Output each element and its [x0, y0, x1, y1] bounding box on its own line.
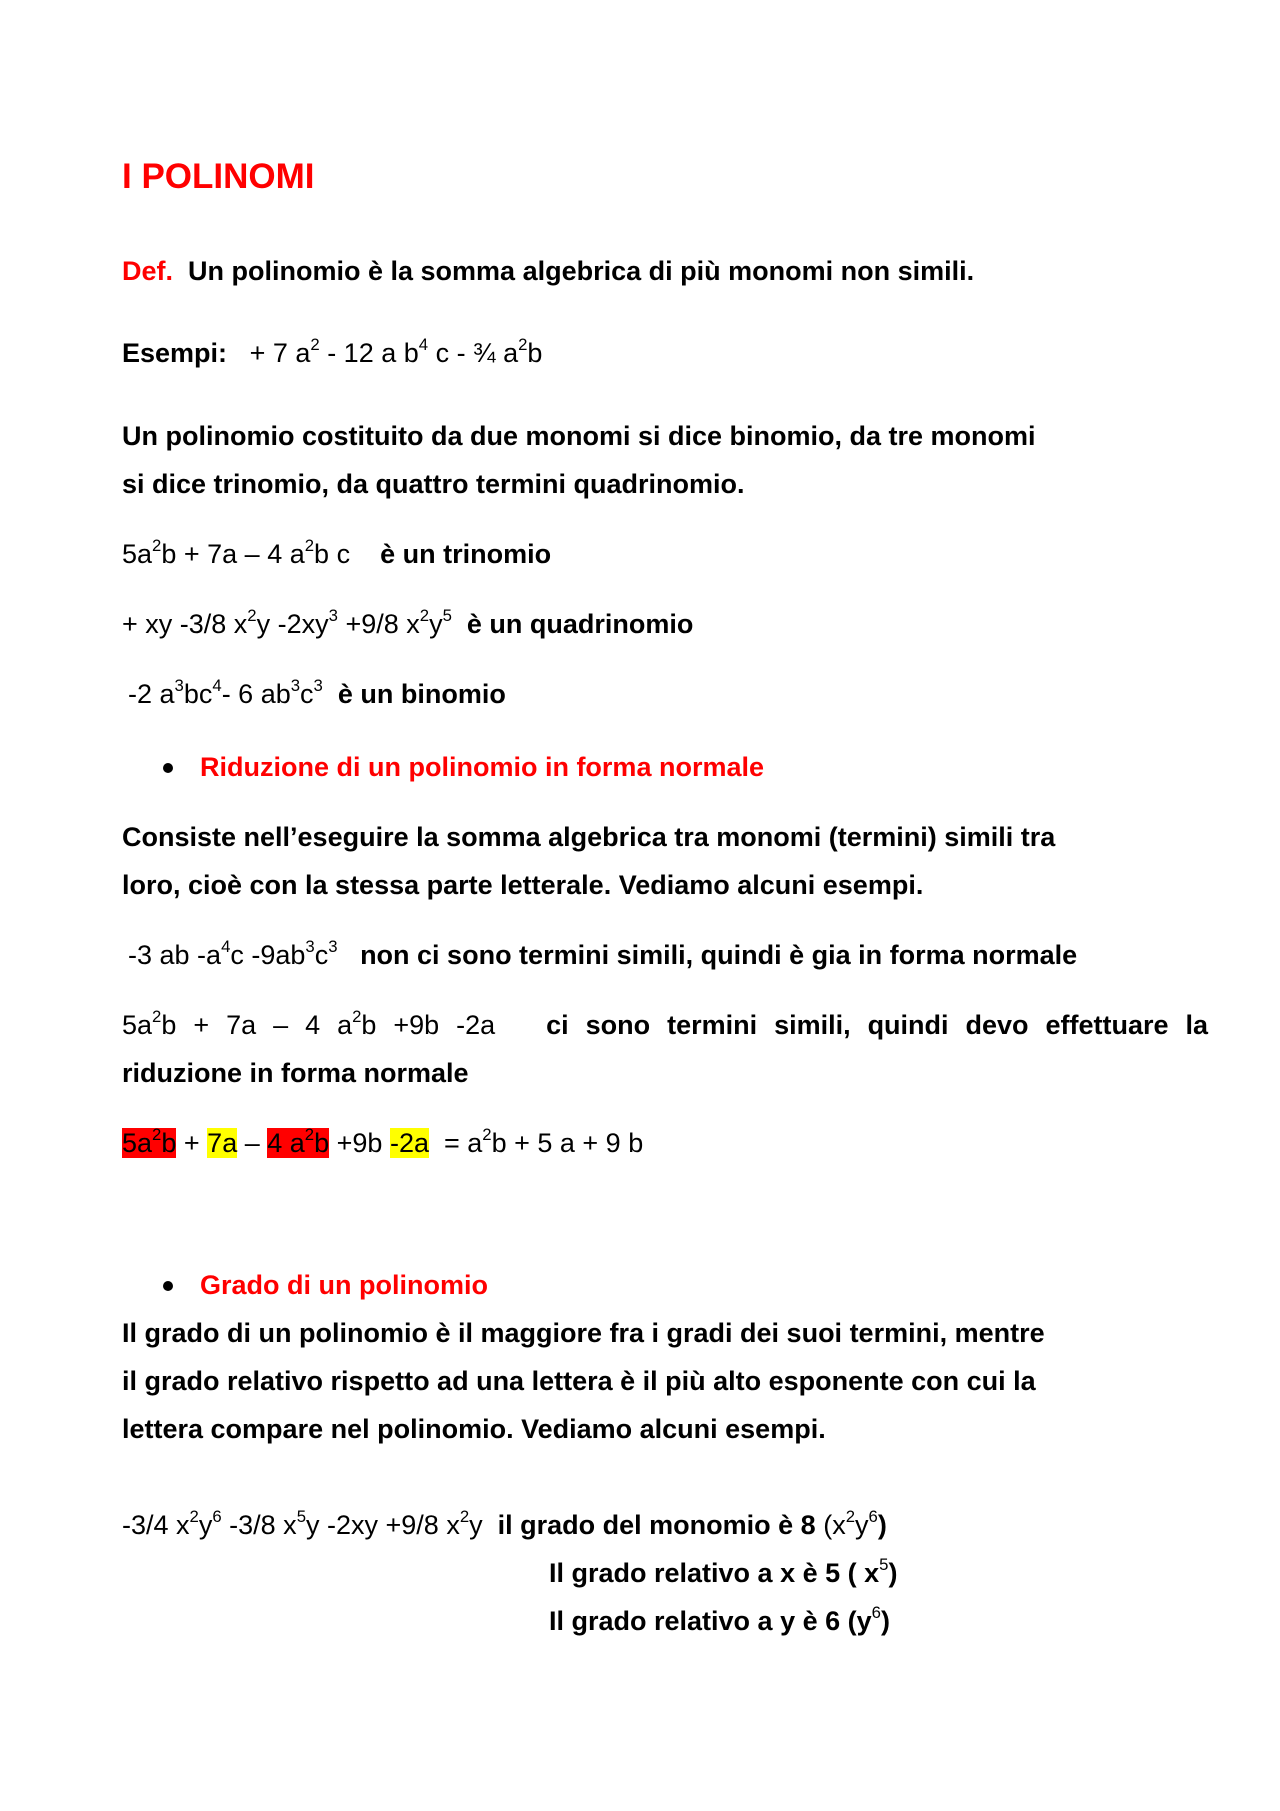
grado-relativo-y — [549, 1604, 890, 1638]
exponent: 3 — [328, 605, 338, 625]
example-result — [122, 1126, 643, 1160]
expr-part: 5a — [122, 1128, 153, 1158]
example-grado — [122, 1508, 887, 1542]
exponent: 2 — [304, 1124, 315, 1144]
expr-part: + xy -3/8 x — [122, 609, 248, 639]
riduzione-line-1: Consiste nell’eseguire la somma algebrica tra monomi (termini) simili tra — [122, 822, 1056, 852]
intro-line-2: si dice trinomio, da quattro termini quadrinomio. — [122, 469, 745, 499]
exponent: 3 — [290, 675, 301, 695]
example-note: ci sono termini simili, quindi devo effettuare la — [546, 1010, 1209, 1040]
expr-part: +9/8 x — [337, 609, 420, 639]
grado-note: Il grado relativo a x è 5 — [549, 1558, 841, 1588]
expr-part: b — [161, 1128, 177, 1158]
exponent: 2 — [459, 1506, 470, 1526]
exponent: 2 — [304, 535, 315, 555]
grado-line-1: Il grado di un polinomio è il maggiore fra i gradi dei suoi termini, mentre — [122, 1318, 1045, 1348]
expr-part: c -9ab — [230, 940, 306, 970]
example-binomio — [128, 677, 506, 711]
exponent: 2 — [152, 1124, 162, 1144]
highlight-term: -2a — [389, 1128, 429, 1158]
grado-note: Il grado relativo a y è 6 — [549, 1606, 841, 1636]
expr-part: b +9b -2a — [361, 1010, 496, 1040]
example-quadrinomio — [122, 607, 693, 641]
expr-part: -2 a — [128, 679, 175, 709]
exponent: 5 — [879, 1554, 889, 1574]
grado-relativo-x — [549, 1556, 897, 1590]
exponent: 4 — [212, 675, 222, 695]
exponent: 6 — [212, 1506, 222, 1526]
expr-part: ) — [880, 1606, 890, 1636]
expr-part: - 6 ab — [221, 679, 291, 709]
grado-line-3: lettera compare nel polinomio. Vediamo alcuni esempi. — [122, 1414, 826, 1444]
exponent: 3 — [305, 936, 315, 956]
expr-part: c — [314, 940, 329, 970]
expr-part: c - ¾ a — [428, 338, 519, 368]
expr-part: ) — [877, 1510, 887, 1540]
expr-part: bc — [183, 679, 213, 709]
expr-part: +9b — [329, 1128, 390, 1158]
highlight-term — [267, 1124, 330, 1158]
example-note: non ci sono termini simili, quindi è gia in forma normale — [360, 940, 1078, 970]
exponent: 2 — [189, 1506, 199, 1526]
example-note: è un quadrinomio — [466, 609, 694, 639]
expr-part: - 12 a b — [319, 338, 419, 368]
expr-part: 5a — [122, 539, 153, 569]
exponent: 4 — [418, 334, 429, 354]
section-heading-riduzione: Riduzione di un polinomio in forma normale — [200, 752, 764, 782]
exponent: 3 — [174, 675, 184, 695]
exponent: 2 — [518, 334, 528, 354]
expr-part: b + 5 a + 9 b — [491, 1128, 644, 1158]
expr-part: = a — [428, 1128, 483, 1158]
grado-note: il grado del monomio è 8 — [497, 1510, 816, 1540]
expr-part: b — [314, 1128, 330, 1158]
exponent: 4 — [221, 936, 231, 956]
grado-line-2: il grado relativo rispetto ad una lettera è il più alto esponente con cui la — [122, 1366, 1036, 1396]
page-title: I POLINOMI — [122, 157, 315, 196]
expr-part: y — [855, 1510, 869, 1540]
expr-part: + — [176, 1128, 208, 1158]
example-riduzione — [122, 1008, 1208, 1042]
expr-part: (y — [840, 1606, 872, 1636]
expr-part: y -2xy — [256, 609, 329, 639]
bullet-icon — [163, 763, 173, 773]
exponent: 2 — [310, 334, 320, 354]
example-forma-normale — [128, 938, 1077, 972]
exponent: 6 — [871, 1602, 881, 1622]
riduzione-line-2: loro, cioè con la stessa parte letterale. Vediamo alcuni esempi. — [122, 870, 924, 900]
expr-part: b + 7a – 4 a — [161, 539, 305, 569]
exponent: 2 — [152, 535, 162, 555]
expr-part: b c — [314, 539, 351, 569]
exponent: 6 — [868, 1506, 878, 1526]
highlight-term — [122, 1124, 177, 1158]
expr-part: y — [469, 1510, 483, 1540]
examples-line — [122, 336, 542, 370]
definition — [122, 254, 974, 288]
exponent: 2 — [247, 605, 257, 625]
expr-part: -3 ab -a — [128, 940, 222, 970]
exponent: 2 — [352, 1006, 362, 1026]
expr-part: ( x — [840, 1558, 880, 1588]
exponent: 3 — [313, 675, 323, 695]
exponent: 2 — [482, 1124, 492, 1144]
example-note-line-2: riduzione in forma normale — [122, 1058, 469, 1088]
highlight-term: 7a — [207, 1128, 238, 1158]
exponent: 5 — [296, 1506, 306, 1526]
expr-part: (x — [815, 1510, 846, 1540]
expr-part: – — [237, 1128, 268, 1158]
definition-text: Un polinomio è la somma algebrica di più monomi non simili. — [188, 256, 975, 286]
example-trinomio — [122, 537, 551, 571]
example-note: è un binomio — [337, 679, 506, 709]
exponent: 5 — [442, 605, 452, 625]
expr-part: + 7 a — [249, 338, 311, 368]
intro-line-1: Un polinomio costituito da due monomi si dice binomio, da tre monomi — [122, 421, 1036, 451]
expr-part: y — [198, 1510, 213, 1540]
examples-label: Esempi: — [122, 338, 228, 368]
exponent: 2 — [419, 605, 430, 625]
expr-part: -3/4 x — [122, 1510, 190, 1540]
expr-part: -3/8 x — [221, 1510, 297, 1540]
bullet-icon — [163, 1281, 173, 1291]
expr-part: y -2xy +9/8 x — [306, 1510, 460, 1540]
expr-part: 4 a — [267, 1128, 305, 1158]
section-heading-grado: Grado di un polinomio — [200, 1270, 488, 1300]
expr-part: y — [429, 609, 443, 639]
exponent: 2 — [152, 1006, 162, 1026]
expr-part: b — [527, 338, 543, 368]
example-note: è un trinomio — [380, 539, 552, 569]
expr-part: ) — [888, 1558, 898, 1588]
expr-part: b + 7a – 4 a — [161, 1010, 353, 1040]
expr-part: c — [300, 679, 314, 709]
definition-label: Def. — [122, 256, 174, 286]
exponent: 3 — [328, 936, 338, 956]
exponent: 2 — [845, 1506, 856, 1526]
expr-part: 5a — [122, 1010, 153, 1040]
